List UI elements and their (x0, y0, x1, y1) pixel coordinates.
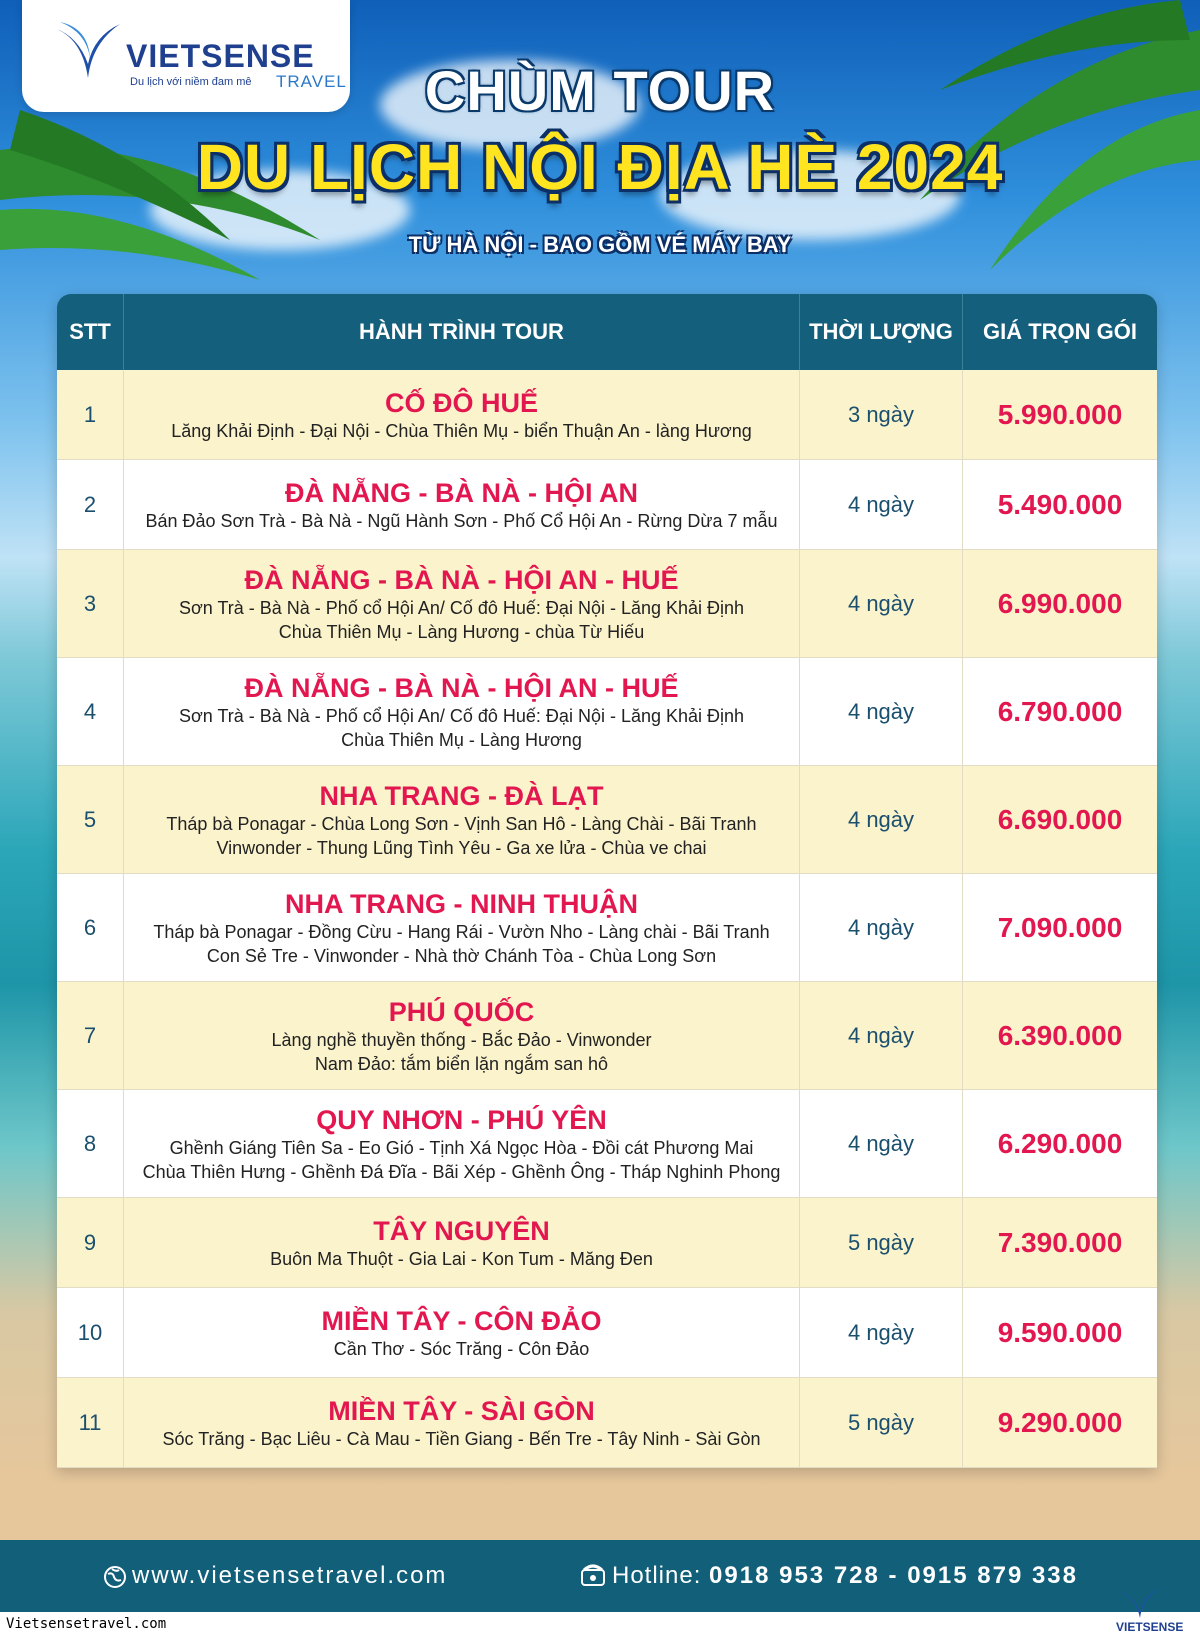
route-desc-line2: Chùa Thiên Mụ - Làng Hương - chùa Từ Hiếu (278, 621, 645, 642)
row-duration: 4 ngày (800, 874, 963, 981)
route-name: ĐÀ NẴNG - BÀ NÀ - HỘI AN - HUẾ (244, 672, 679, 703)
table-row (57, 766, 1157, 874)
brand-name: VIETSENSE (126, 38, 315, 74)
row-price: 6.790.000 (997, 695, 1123, 727)
route-desc-line2: Chùa Thiên Mụ - Làng Hương (341, 729, 582, 750)
route-desc-line2: Chùa Thiên Hưng - Ghềnh Đá Đĩa - Bãi Xép - Ghềnh Ông - Tháp Nghinh Phong (142, 1161, 781, 1182)
phone-icon (580, 1564, 606, 1588)
route-name: NHA TRANG - ĐÀ LẠT (319, 780, 604, 811)
row-stt: 10 (57, 1288, 124, 1377)
route-name: CỐ ĐÔ HUẾ (384, 387, 538, 418)
hotline-label: Hotline: (612, 1562, 702, 1589)
vietsense-swoosh-icon (1118, 1586, 1162, 1620)
website-link[interactable]: www.vietsensetravel.com (132, 1562, 448, 1589)
row-stt: 9 (57, 1198, 124, 1287)
row-route (124, 1198, 800, 1287)
hotline-numbers[interactable]: 0918 953 728 - 0915 879 338 (709, 1562, 1078, 1589)
site-watermark: Vietsensetravel.com (6, 1616, 167, 1632)
table-body (57, 370, 1157, 1468)
row-duration: 4 ngày (800, 766, 963, 873)
header-stt: STT (57, 294, 124, 370)
table-row (57, 874, 1157, 982)
table-row (57, 1198, 1157, 1288)
header-duration: THỜI LƯỢNG (800, 294, 963, 370)
route-name: PHÚ QUỐC (388, 996, 535, 1027)
row-route (124, 658, 800, 765)
row-price: 6.290.000 (997, 1127, 1123, 1159)
row-price: 6.690.000 (997, 803, 1123, 835)
brand-tagline: Du lịch với niềm đam mê (130, 76, 252, 88)
route-name: MIỀN TÂY - CÔN ĐẢO (321, 1305, 602, 1336)
globe-icon (104, 1566, 126, 1588)
route-name: ĐÀ NẴNG - BÀ NÀ - HỘI AN (285, 477, 638, 508)
brand-travel: TRAVEL (276, 72, 347, 91)
table-row (57, 460, 1157, 550)
route-desc-line2: Con Sẻ Tre - Vinwonder - Nhà thờ Chánh Tòa - Chùa Long Sơn (206, 945, 717, 966)
route-desc-line2: Nam Đảo: tắm biển lặn ngắm san hô (314, 1053, 609, 1074)
footer (0, 1540, 1200, 1612)
title-line2: DU LỊCH NỘI ĐỊA HÈ 2024 (196, 131, 1004, 203)
route-desc-line1: Tháp bà Ponagar - Chùa Long Sơn - Vịnh San Hô - Làng Chài - Bãi Tranh (166, 813, 757, 834)
row-stt: 1 (57, 370, 124, 459)
header-price: GIÁ TRỌN GÓI (983, 319, 1137, 344)
route-desc-line1: Làng nghề thuyền thống - Bắc Đảo - Vinwonder (271, 1029, 652, 1050)
header-route: HÀNH TRÌNH TOUR (124, 294, 800, 370)
route-desc-line1: Sóc Trăng - Bạc Liêu - Cà Mau - Tiền Giang - Bến Tre - Tây Ninh - Sài Gòn (162, 1428, 761, 1449)
row-duration: 4 ngày (800, 658, 963, 765)
row-route (124, 460, 800, 549)
row-price: 6.390.000 (997, 1019, 1123, 1051)
route-desc-line1: Cần Thơ - Sóc Trăng - Côn Đảo (333, 1338, 590, 1359)
route-name: QUY NHƠN - PHÚ YÊN (316, 1104, 607, 1135)
route-desc-line2: Vinwonder - Thung Lũng Tình Yêu - Ga xe lửa - Chùa ve chai (216, 837, 707, 858)
title-line1: CHÙM TOUR (424, 59, 776, 122)
row-stt: 3 (57, 550, 124, 657)
row-route (124, 370, 800, 459)
table-row (57, 658, 1157, 766)
route-desc-line1: Buôn Ma Thuột - Gia Lai - Kon Tum - Măng Đen (270, 1248, 653, 1269)
mini-brand: VIETSENSE (1116, 1620, 1184, 1634)
table-row (57, 982, 1157, 1090)
route-desc-line1: Bán Đảo Sơn Trà - Bà Nà - Ngũ Hành Sơn - Phố Cổ Hội An - Rừng Dừa 7 mẫu (145, 510, 778, 531)
route-desc-line1: Lăng Khải Định - Đại Nội - Chùa Thiên Mụ - biển Thuận An - làng Hương (171, 420, 752, 441)
route-name: TÂY NGUYÊN (373, 1215, 550, 1246)
route-name: ĐÀ NẴNG - BÀ NÀ - HỘI AN - HUẾ (244, 564, 679, 595)
row-stt: 4 (57, 658, 124, 765)
row-price: 6.990.000 (997, 587, 1123, 619)
table-row (57, 550, 1157, 658)
table-row (57, 370, 1157, 460)
row-price: 7.390.000 (997, 1226, 1123, 1258)
row-duration: 3 ngày (800, 370, 963, 459)
row-route (124, 982, 800, 1089)
route-desc-line1: Ghềnh Giáng Tiên Sa - Eo Gió - Tịnh Xá Ngọc Hòa - Đồi cát Phương Mai (169, 1137, 754, 1158)
row-price: 9.590.000 (997, 1316, 1123, 1348)
row-duration: 4 ngày (800, 1090, 963, 1197)
row-route (124, 550, 800, 657)
row-duration: 4 ngày (800, 1288, 963, 1377)
route-name: MIỀN TÂY - SÀI GÒN (328, 1395, 595, 1426)
row-price: 5.490.000 (997, 488, 1123, 520)
row-route (124, 1378, 800, 1467)
row-duration: 4 ngày (800, 550, 963, 657)
route-desc-line1: Sơn Trà - Bà Nà - Phố cổ Hội An/ Cố đô Huế: Đại Nội - Lăng Khải Định (178, 705, 745, 726)
row-duration: 4 ngày (800, 982, 963, 1089)
row-stt: 7 (57, 982, 124, 1089)
table-row (57, 1090, 1157, 1198)
row-route (124, 1288, 800, 1377)
row-stt: 2 (57, 460, 124, 549)
row-price: 7.090.000 (997, 911, 1123, 943)
route-desc-line1: Sơn Trà - Bà Nà - Phố cổ Hội An/ Cố đô Huế: Đại Nội - Lăng Khải Định (178, 597, 745, 618)
tour-table (57, 294, 1157, 1468)
row-stt: 11 (57, 1378, 124, 1467)
row-duration: 5 ngày (800, 1198, 963, 1287)
table-row (57, 1288, 1157, 1378)
table-row (57, 1378, 1157, 1468)
bottom-strip (0, 1612, 1200, 1640)
row-price: 5.990.000 (997, 398, 1123, 430)
table-header (57, 294, 1157, 370)
route-name: NHA TRANG - NINH THUẬN (285, 888, 638, 919)
subtitle: TỪ HÀ NỘI - BAO GỒM VÉ MÁY BAY (408, 232, 792, 257)
route-desc-line1: Tháp bà Ponagar - Đồng Cừu - Hang Rái - Vườn Nho - Làng chài - Bãi Tranh (153, 921, 770, 942)
row-stt: 6 (57, 874, 124, 981)
row-duration: 5 ngày (800, 1378, 963, 1467)
row-duration: 4 ngày (800, 460, 963, 549)
row-price: 9.290.000 (997, 1406, 1123, 1438)
row-route (124, 766, 800, 873)
hotline[interactable] (612, 1562, 1078, 1590)
row-stt: 5 (57, 766, 124, 873)
row-route (124, 1090, 800, 1197)
row-route (124, 874, 800, 981)
row-stt: 8 (57, 1090, 124, 1197)
